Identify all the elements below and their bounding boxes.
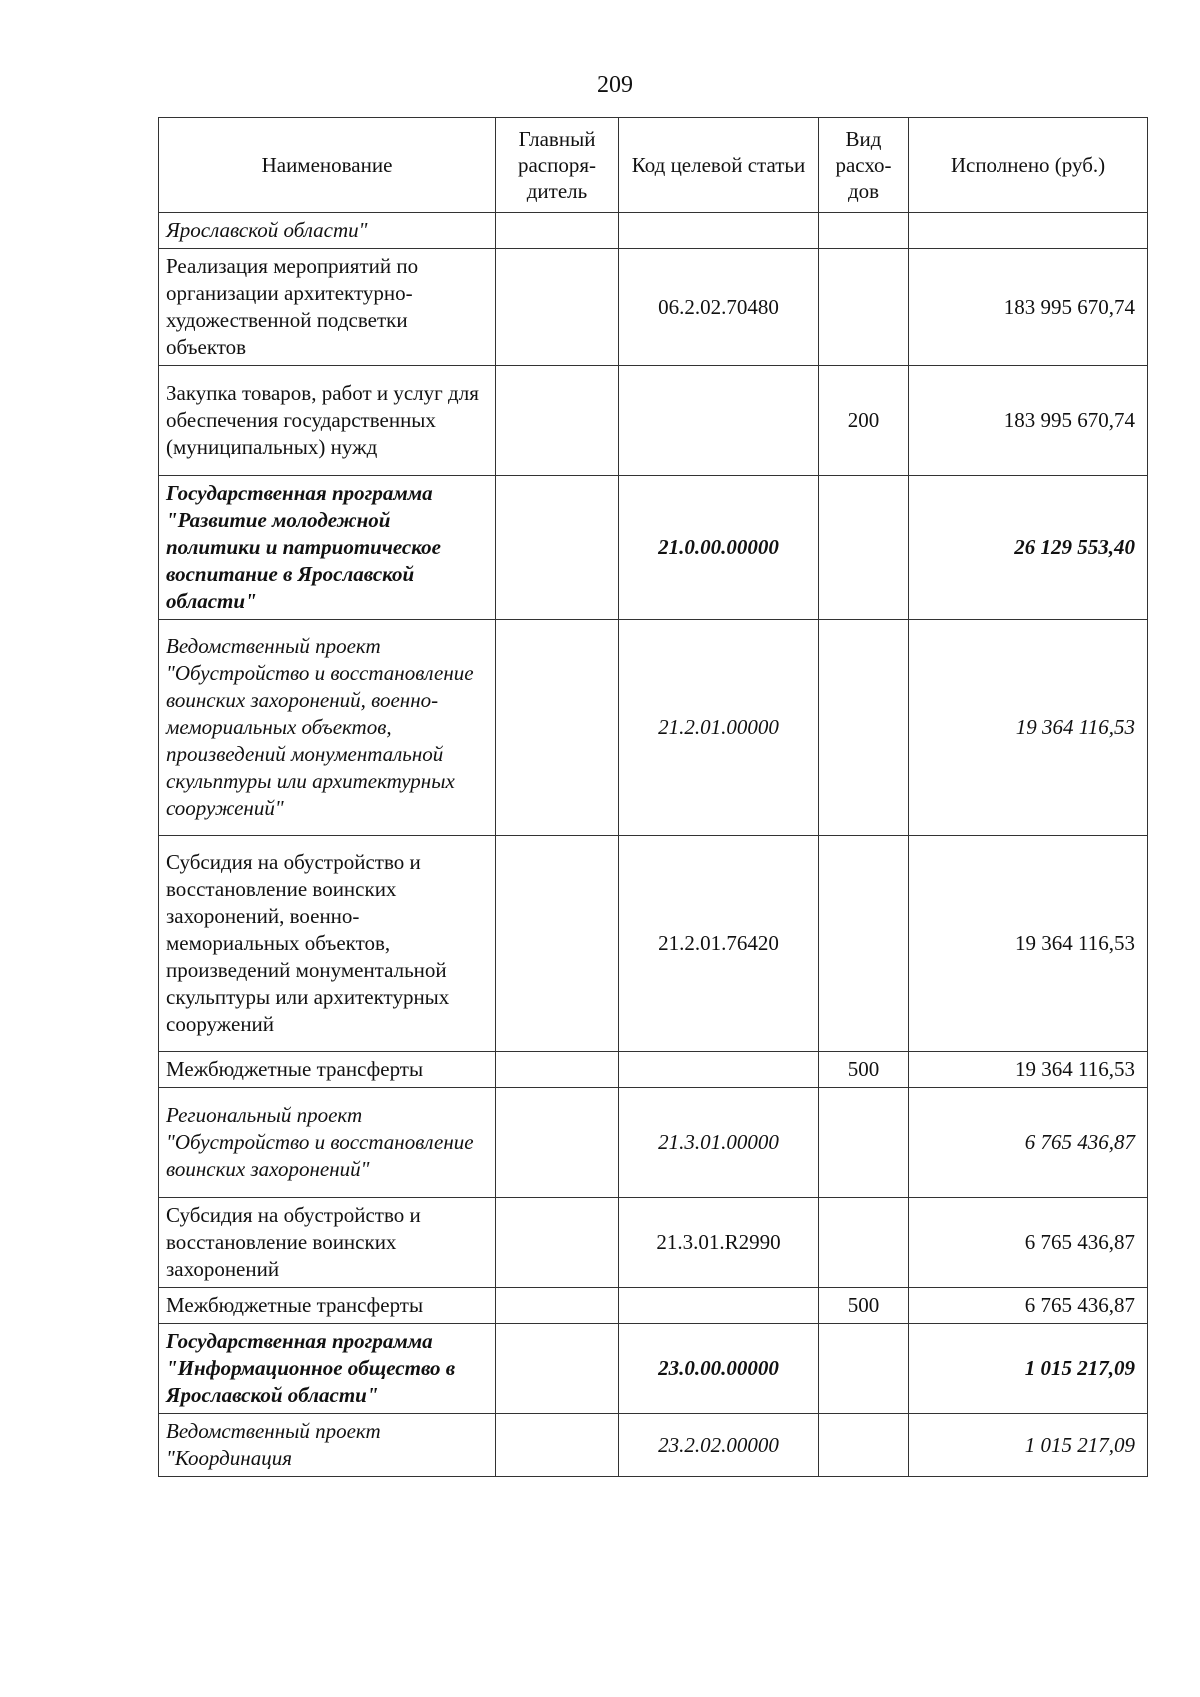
row-amount-cell: 19 364 116,53 [909, 620, 1148, 836]
row-amount-cell: 1 015 217,09 [909, 1414, 1148, 1477]
row-target-code-cell [619, 1052, 819, 1088]
row-main-manager-cell [496, 213, 619, 249]
table-row [159, 1324, 1148, 1414]
header-executed: Исполнено (руб.) [909, 118, 1148, 213]
page-number: 209 [597, 72, 633, 98]
row-expense-type-cell [819, 1414, 909, 1477]
table-row [159, 1052, 1148, 1088]
table-row [159, 1088, 1148, 1198]
row-main-manager-cell [496, 249, 619, 366]
row-name-cell: Межбюджетные трансферты [159, 1288, 496, 1324]
row-main-manager-cell [496, 1414, 619, 1477]
row-target-code-cell: 21.0.00.00000 [619, 476, 819, 620]
row-target-code-cell [619, 366, 819, 476]
row-main-manager-cell [496, 476, 619, 620]
row-name-cell: Закупка товаров, работ и услуг для обеспечения государственных (муниципальных) нужд [159, 366, 496, 476]
row-expense-type-cell: 500 [819, 1052, 909, 1088]
table-row [159, 476, 1148, 620]
row-amount-cell: 6 765 436,87 [909, 1288, 1148, 1324]
header-expense-type: Вид расхо-дов [819, 118, 909, 213]
table-header-row [159, 118, 1148, 213]
table-row [159, 620, 1148, 836]
row-target-code-cell: 21.3.01.R2990 [619, 1198, 819, 1288]
row-name-cell: Субсидия на обустройство и восстановление воинских захоронений, военно-мемориальных объектов, произведений монументальной скульптуры или архитектурных сооружений [159, 836, 496, 1052]
row-amount-cell [909, 213, 1148, 249]
row-expense-type-cell [819, 1324, 909, 1414]
row-target-code-cell: 21.3.01.00000 [619, 1088, 819, 1198]
row-target-code-cell: 21.2.01.00000 [619, 620, 819, 836]
row-expense-type-cell [819, 620, 909, 836]
row-main-manager-cell [496, 1198, 619, 1288]
header-name: Наименование [159, 118, 496, 213]
row-expense-type-cell [819, 476, 909, 620]
table-row [159, 249, 1148, 366]
row-amount-cell: 26 129 553,40 [909, 476, 1148, 620]
row-main-manager-cell [496, 366, 619, 476]
row-expense-type-cell: 200 [819, 366, 909, 476]
table-row [159, 1288, 1148, 1324]
row-name-cell: Государственная программа "Информационное общество в Ярославской области" [159, 1324, 496, 1414]
row-name-cell: Государственная программа "Развитие молодежной политики и патриотическое воспитание в Ярославской области" [159, 476, 496, 620]
table-row [159, 1198, 1148, 1288]
table-body [159, 213, 1148, 1477]
row-main-manager-cell [496, 1324, 619, 1414]
table-row [159, 366, 1148, 476]
row-name-cell: Ведомственный проект "Координация [159, 1414, 496, 1477]
row-target-code-cell: 21.2.01.76420 [619, 836, 819, 1052]
row-amount-cell: 19 364 116,53 [909, 1052, 1148, 1088]
row-main-manager-cell [496, 1288, 619, 1324]
row-target-code-cell: 23.0.00.00000 [619, 1324, 819, 1414]
row-amount-cell: 6 765 436,87 [909, 1198, 1148, 1288]
row-target-code-cell [619, 213, 819, 249]
header-main-manager: Главный распоря-дитель [496, 118, 619, 213]
row-target-code-cell: 23.2.02.00000 [619, 1414, 819, 1477]
row-amount-cell: 6 765 436,87 [909, 1088, 1148, 1198]
row-main-manager-cell [496, 836, 619, 1052]
table-row [159, 213, 1148, 249]
row-expense-type-cell [819, 213, 909, 249]
row-name-cell: Региональный проект "Обустройство и восстановление воинских захоронений" [159, 1088, 496, 1198]
row-expense-type-cell [819, 1088, 909, 1198]
table-row [159, 1414, 1148, 1477]
row-amount-cell: 183 995 670,74 [909, 249, 1148, 366]
row-expense-type-cell [819, 1198, 909, 1288]
header-target-code: Код целевой статьи [619, 118, 819, 213]
row-expense-type-cell [819, 836, 909, 1052]
row-main-manager-cell [496, 620, 619, 836]
row-amount-cell: 183 995 670,74 [909, 366, 1148, 476]
row-name-cell: Ярославской области" [159, 213, 496, 249]
row-main-manager-cell [496, 1052, 619, 1088]
row-amount-cell: 19 364 116,53 [909, 836, 1148, 1052]
row-name-cell: Субсидия на обустройство и восстановление воинских захоронений [159, 1198, 496, 1288]
row-main-manager-cell [496, 1088, 619, 1198]
row-amount-cell: 1 015 217,09 [909, 1324, 1148, 1414]
table-row [159, 836, 1148, 1052]
row-target-code-cell: 06.2.02.70480 [619, 249, 819, 366]
row-target-code-cell [619, 1288, 819, 1324]
row-name-cell: Ведомственный проект "Обустройство и восстановление воинских захоронений, военно-мемориальных объектов, произведений монументальной скульптуры или архитектурных сооружений" [159, 620, 496, 836]
row-expense-type-cell [819, 249, 909, 366]
row-name-cell: Межбюджетные трансферты [159, 1052, 496, 1088]
expenditure-table [158, 117, 1148, 1477]
row-expense-type-cell: 500 [819, 1288, 909, 1324]
row-name-cell: Реализация мероприятий по организации архитектурно-художественной подсветки объектов [159, 249, 496, 366]
